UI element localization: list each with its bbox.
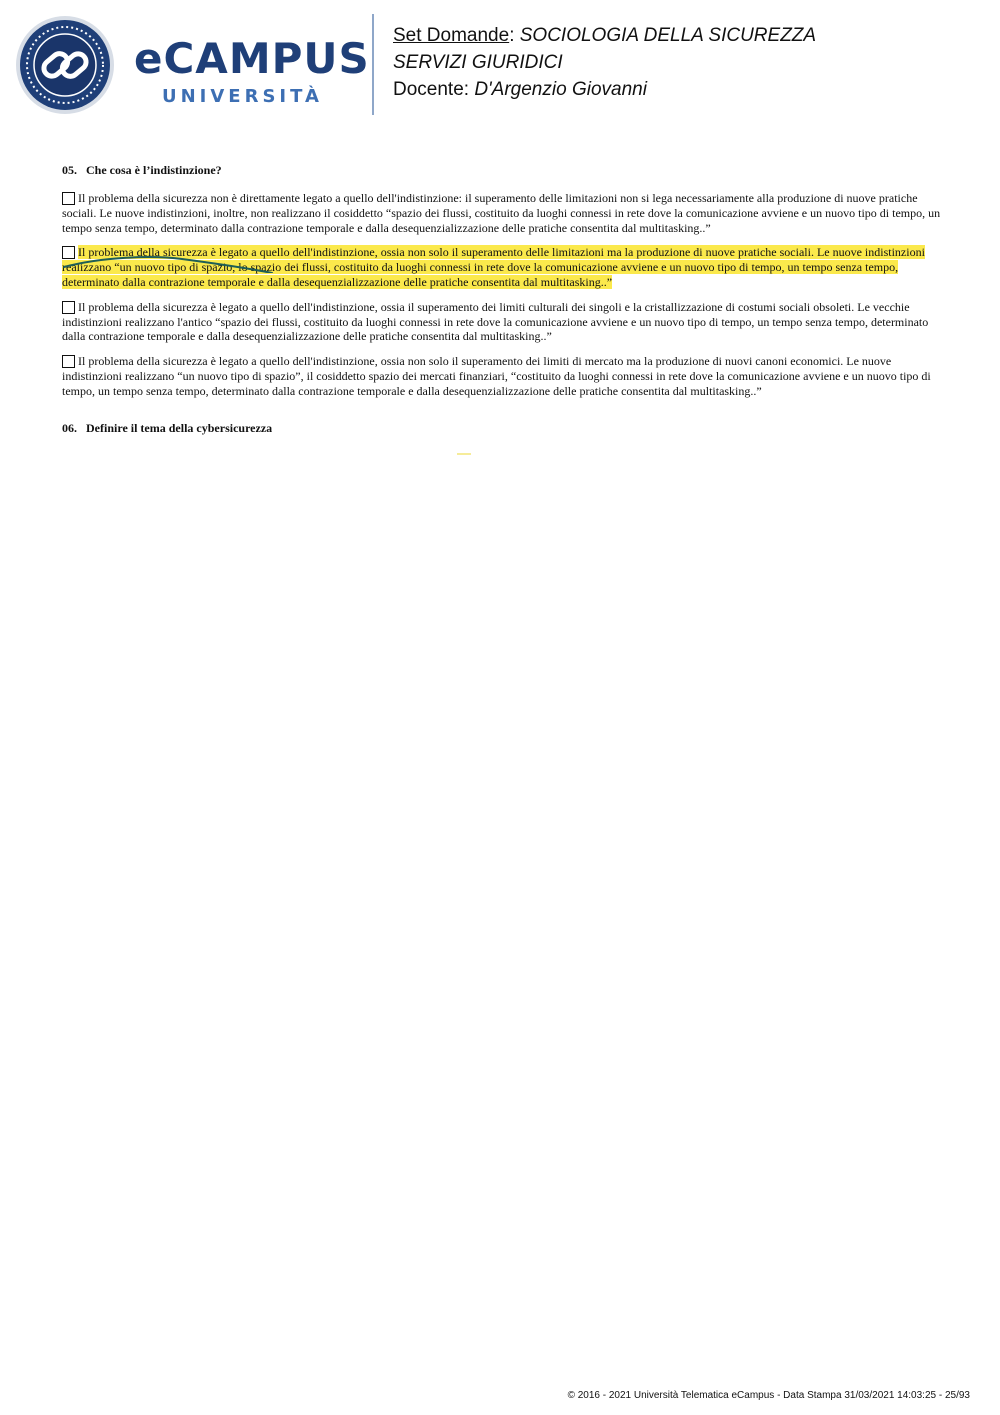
ecampus-seal-icon xyxy=(15,15,115,115)
answer-text-highlighted: Il problema della sicurezza è legato a quello dell'indistinzione, ossia non solo il superamento delle limitazioni ma la produzione di nuove pratiche sociali. Le nuove indistinzioni realizzano “un nuovo tipo di spazio, lo spazio dei flussi, costituito da luoghi connessi in rete dove la comunicazione avviene e un nuovo tipo di tempo, un tempo senza tempo, determinato dalla contrazione temporale e dalla desequenzializzazione delle pratiche consentita dal multitasking..” xyxy=(62,245,925,289)
highlight-mark xyxy=(457,453,471,455)
page-header xyxy=(0,0,1000,130)
answer-option xyxy=(62,354,942,398)
question-text: Che cosa è l’indistinzione? xyxy=(86,163,222,177)
header-line-3 xyxy=(393,76,816,103)
page-footer: © 2016 - 2021 Università Telematica eCampus - Data Stampa 31/03/2021 14:03:25 - 25/93 xyxy=(567,1390,970,1401)
answer-text: Il problema della sicurezza è legato a quello dell'indistinzione, ossia non solo il superamento dei limiti di mercato ma la produzione di nuovi canoni economici. Le nuove indistinzioni realizzano “un nuovo tipo di spazio”, il cosiddetto spazio dei mercati finanziari, “costituito da luoghi connessi in rete dove la comunicazione avviene e un nuovo tipo di tempo, un tempo senza tempo, determinato dalla contrazione temporale e dalla desequenzializzazione delle pratiche consentita dal multitasking..” xyxy=(62,354,931,398)
course-name: SOCIOLOGIA DELLA SICUREZZA xyxy=(519,25,817,46)
answer-text: Il problema della sicurezza non è direttamente legato a quello dell'indistinzione: il superamento delle limitazioni non si lega necessariamente alla produzione di nuove pratiche sociali. Le nuove indistinzioni, inoltre, non realizzano il cosiddetto “spazio dei flussi, costituito da luoghi connessi in rete dove la comunicazione avviene e un nuovo tipo di tempo, un tempo senza tempo, determinato dalla contrazione temporale e dalla desequenzializzazione delle pratiche consentita dal multitasking..” xyxy=(62,191,941,235)
question-number: 05. xyxy=(62,163,77,177)
answer-option-selected xyxy=(62,245,942,289)
teacher-label: Docente: xyxy=(393,79,470,100)
set-label: Set Domande xyxy=(393,25,510,46)
answer-checkbox[interactable] xyxy=(62,301,75,314)
header-divider xyxy=(372,14,374,115)
answer-option xyxy=(62,300,942,344)
question-number: 06. xyxy=(62,420,77,435)
answer-checkbox[interactable] xyxy=(62,246,75,259)
answer-text: Il problema della sicurezza è legato a quello dell'indistinzione, ossia il superamento dei limiti culturali dei singoli e la cristallizzazione di costumi sociali obsoleti. Le vecchie indistinzioni realizzano l'antico “spazio dei flussi, costituito da luoghi connessi in rete dove la comunicazione avviene e un nuovo tipo di tempo, un tempo senza tempo, determinato dalla contrazione temporale e dalla desequenzializzazione delle pratiche consentita dal multitasking..” xyxy=(62,299,929,344)
questions-content xyxy=(62,163,942,449)
question-text: Definire il tema della cybersicurezza xyxy=(86,420,273,435)
answer-checkbox[interactable] xyxy=(62,355,75,368)
answer-option xyxy=(62,191,942,235)
question-title xyxy=(62,163,942,178)
set-separator: : xyxy=(509,25,515,46)
course-subtitle: SERVIZI GIURIDICI xyxy=(393,52,563,73)
teacher-name: D'Argenzio Giovanni xyxy=(474,79,647,100)
question-title xyxy=(62,421,942,436)
header-line-1 xyxy=(393,22,816,49)
brand-wordmark: eCAMPUS xyxy=(134,34,370,83)
brand-subtitle: UNIVERSITÀ xyxy=(162,86,323,107)
answer-checkbox[interactable] xyxy=(62,192,75,205)
header-info xyxy=(393,22,816,103)
